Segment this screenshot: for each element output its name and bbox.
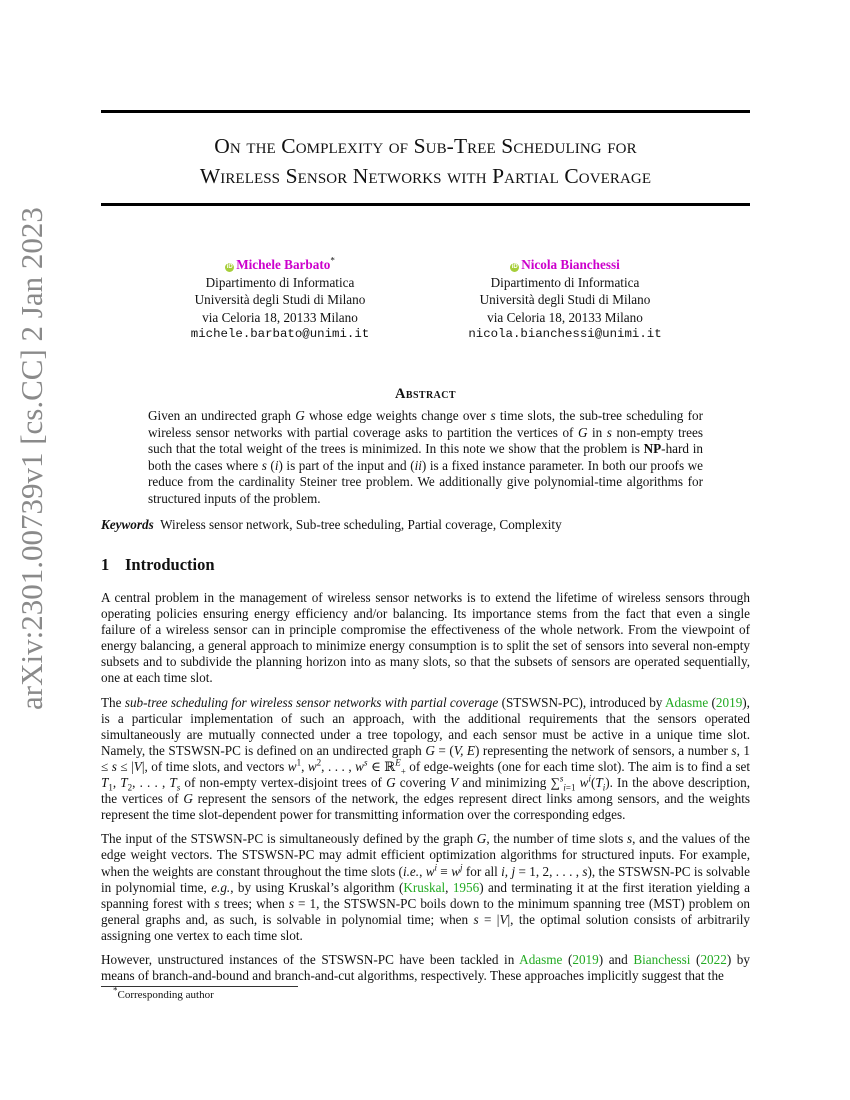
author-univ: Università degli Studi di Milano xyxy=(194,292,366,307)
keywords-label: Keywords xyxy=(101,517,154,532)
citation-adasme-year-2[interactable]: 2019 xyxy=(572,951,599,967)
section-heading xyxy=(101,555,215,575)
footnote-rule xyxy=(101,986,298,987)
footnote-text: Corresponding author xyxy=(117,989,214,1001)
title-top-rule xyxy=(101,110,750,113)
citation-kruskal[interactable]: Kruskal xyxy=(403,879,446,895)
footnote-mark: * xyxy=(113,985,118,996)
author-email: michele.barbato@unimi.it xyxy=(190,327,370,341)
abstract-heading: Abstract xyxy=(395,386,456,402)
title-line-2: Wireless Sensor Networks with Partial Coverage xyxy=(199,164,652,188)
orcid-icon[interactable]: iD xyxy=(511,264,518,270)
abstract-text: Given an undirected graph G whose edge weights change over s time slots, the sub-tree scheduling for wireless sensor networks with partial coverage asks to partition the vertices of G in s non-empty trees such that the total weight of the trees is minimized. In this note we show that the problem is NP-hard in both the cases where s (i) is part of the input and (ii) is a fixed instance parameter. In both our proofs we reduce from the cardinality Steiner tree problem. We additionally give polynomial-time algorithms for structured inputs of the problem. xyxy=(148,408,703,506)
arxiv-sidebar-stamp: arXiv:2301.00739v1 [cs.CC] 2 Jan 2023 xyxy=(14,207,49,710)
title-line-1: On the Complexity of Sub-Tree Scheduling for xyxy=(214,134,637,158)
orcid-icon[interactable]: iD xyxy=(226,264,233,270)
author-email: nicola.bianchessi@unimi.it xyxy=(468,327,662,341)
footnote xyxy=(113,985,214,1001)
citation-adasme-2[interactable]: Adasme xyxy=(519,951,563,967)
author-address: via Celoria 18, 20133 Milano xyxy=(202,309,358,325)
author-name-link[interactable]: Nicola Bianchessi xyxy=(521,257,620,272)
citation-adasme[interactable]: Adasme xyxy=(664,694,709,710)
keywords xyxy=(101,517,750,533)
citation-bianchessi-year[interactable]: 2022 xyxy=(700,951,727,967)
author-mark: * xyxy=(330,255,335,266)
author-address: via Celoria 18, 20133 Milano xyxy=(487,309,643,325)
paper-title xyxy=(101,131,750,191)
author-dept: Dipartimento di Informatica xyxy=(490,274,640,290)
citation-kruskal-year[interactable]: 1956 xyxy=(452,879,480,895)
citation-bianchessi[interactable]: Bianchessi xyxy=(633,951,691,967)
author-block-1 xyxy=(150,256,410,344)
author-name-link[interactable]: Michele Barbato xyxy=(236,257,331,272)
paragraph-3: The input of the STSWSN-PC is simultaneously defined by the graph G, the number of time slots s, and the values of the edge weight vectors. The STSWSN-PC may admit efficient optimization algorithms for structured inputs. For example, when the weights are constant throughout the time slots (i.e., $w^i \equiv w^j$ for all i, j = 1, 2, . . . , s), the STSWSN-PC is solvable in polynomial time, e.g., by using Kruskal’s algorithm (Kruskal, 1956) and terminating it at the first iteration yielding a spanning forest with s trees; when s = 1, the STSWSN-PC boils down to the minimum spanning tree (MST) problem on general graphs and, as such, is solvable in polynomial time; when s = |V|, the optimal solution consists of arbitrarily assigning one vertex to each time slot. xyxy=(101,831,751,943)
paragraph-4: However, unstructured instances of the STSWSN-PC have been tackled in Adasme (2019) and Bianchessi (2022) by means of branch-and-bound and branch-and-cut algorithms, respectively. These approaches implicitly suggest that the xyxy=(101,951,750,984)
author-univ: Università degli Studi di Milano xyxy=(479,292,651,307)
paragraph-1: A central problem in the management of wireless sensor networks is to extend the lifetime of wireless sensors through operating policies ensuring energy efficiency and/or balancing. Its importance stems from the fact that even a single failure of a wireless sensor can in principle compromise the effectiveness of the whole network. From the viewpoint of energy balancing, a general approach to minimize energy consumption is to split the set of sensors into several non-empty subsets and to subdivide the planning horizon into as many slots, so that the subsets of sensors are operated sequentially, one at each time slot. xyxy=(101,590,750,686)
title-bottom-rule xyxy=(101,203,750,206)
author-dept: Dipartimento di Informatica xyxy=(205,274,355,290)
citation-adasme-year[interactable]: 2019 xyxy=(715,694,743,710)
section-number: 1 xyxy=(101,555,110,574)
section-title: Introduction xyxy=(125,555,215,574)
keywords-text: Wireless sensor network, Sub-tree scheduling, Partial coverage, Complexity xyxy=(160,517,562,532)
author-block-2 xyxy=(435,256,695,344)
paragraph-2: The sub-tree scheduling for wireless sensor networks with partial coverage (STSWSN-PC), introduced by Adasme (2019), is a particular implementation of such an approach, with the additional requirements that the sensors operated simultaneously are mutually connected under a tree topology, and each sensor must be active in a unique time slot. Namely, the STSWSN-PC is defined on an undirected graph G = (V, E) representing the network of sensors, a number s, 1 ≤ s ≤ |V|, of time slots, and vectors $w^1$, $w^2$, . . . , $w^s$ ∈ ℝ$^E_+$ of edge-weights (one for each time slot). The aim is to find a set $T_1$, $T_2$, . . . , $T_s$ of non-empty vertex-disjoint trees of G covering V and minimizing ∑$^s_{i=1}$ $w^i(T_i)$. In the above description, the vertices of G represent the sensors of the network, the edges represent direct links among sensors, and the weights represent the time slot-dependent power for transmitting information over the corresponding edges. xyxy=(101,694,751,823)
body-text xyxy=(101,590,750,992)
